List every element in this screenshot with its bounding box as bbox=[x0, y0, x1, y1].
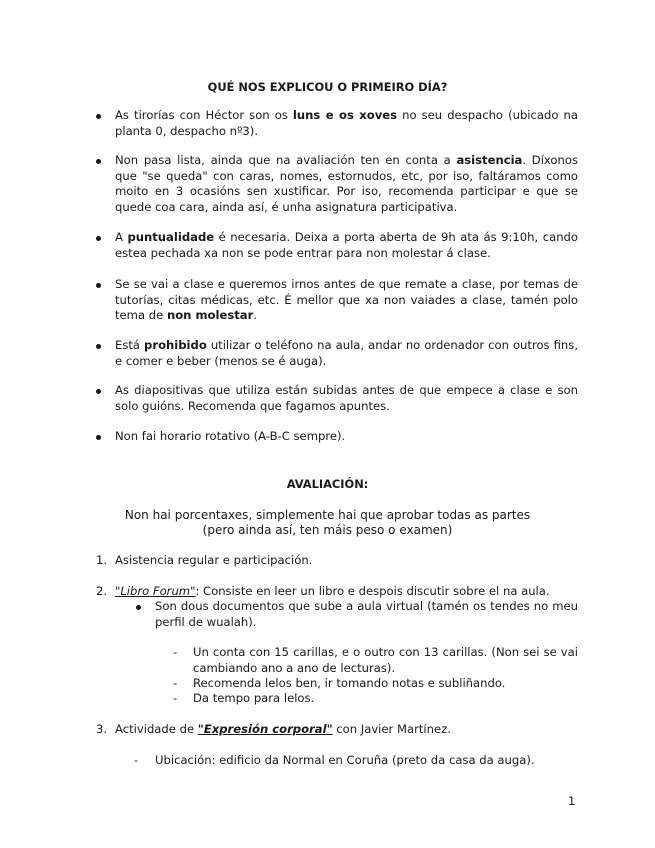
list-number: 3. bbox=[96, 722, 108, 736]
sub-item-documentos: Son dous documentos que sube a aula virtual (tamén os tendes no meu perfil de wualah). bbox=[155, 599, 578, 629]
bullet-text: utilizar o teléfono na aula, andar no ordenador con outros fins, e comer e beber (menos se é auga). bbox=[115, 338, 578, 368]
bullet-text: . Díxonos que "se queda" con caras, nomes, estornudos, etc, por iso, faltáramos como moito en 3 ocasións sen xustificar. Por iso, recomenda participar e que se quede coa cara, ainda así, é unha asignatura participativa. bbox=[115, 153, 578, 214]
list-number: 1. bbox=[96, 553, 108, 567]
libro-forum-title: "Libro Forum" bbox=[115, 584, 196, 598]
bullet-bold-text: puntualidade bbox=[127, 230, 215, 244]
bullet-item-horario bbox=[115, 429, 578, 445]
bullet-bold-text: prohibido bbox=[144, 338, 207, 352]
bullet-text: Non pasa lista, ainda que na avaliación ten en conta a bbox=[115, 153, 457, 167]
dash-item-tempo: Da tempo para lelos. bbox=[193, 691, 315, 705]
list-number: 2. bbox=[96, 584, 108, 598]
dash-marker: - bbox=[134, 753, 139, 767]
avaliacion-subheading-line2: (pero ainda así, ten máis peso o examen) bbox=[202, 523, 453, 537]
dash-item-carillas: Un conta con 15 carillas, e o outro con 13 carillas. (Non sei se vai cambiando ano a ano de lecturas). bbox=[193, 645, 578, 675]
sub-bullet-dot bbox=[136, 605, 141, 610]
bullet-bold-text: non molestar bbox=[166, 308, 254, 322]
numbered-item-asistencia: Asistencia regular e participación. bbox=[115, 553, 313, 567]
bullet-text: Non fai horario rotativo (A-B-C sempre). bbox=[115, 429, 346, 443]
avaliacion-subheading-line1: Non hai porcentaxes, simplemente hai que aprobar todas as partes bbox=[124, 508, 531, 522]
dash-item-recomenda: Recomenda lelos ben, ir tomando notas e subliñando. bbox=[193, 676, 506, 690]
dash-marker: - bbox=[173, 691, 178, 705]
bullet-bold-text: luns e os xoves bbox=[292, 108, 398, 122]
bullet-text: Se se vai a clase e queremos irnos antes de que remate a clase, por temas de tutorías, citas médicas, etc. É mellor que xa non vaiades a clase, tamén polo tema de bbox=[115, 277, 578, 322]
dash-marker: - bbox=[173, 676, 178, 690]
section-heading-avaliacion: AVALIACIÓN: bbox=[286, 477, 369, 491]
bullet-dot bbox=[96, 236, 101, 241]
numbered-item-text: : Consiste en leer un libro e despois discutir sobre el na aula. bbox=[195, 584, 550, 598]
bullet-item-prohibido bbox=[115, 338, 578, 369]
numbered-item-text: con Javier Martínez. bbox=[332, 722, 451, 736]
page-number: 1 bbox=[568, 794, 576, 808]
bullet-text: As diapositivas que utiliza están subidas antes de que empece a clase e son solo guións. Recomenda que fagamos apuntes. bbox=[115, 383, 578, 413]
expresion-corporal-title: "Expresión corporal" bbox=[197, 722, 333, 736]
bullet-text: no seu despacho (ubicado na planta 0, despacho nº3). bbox=[115, 108, 578, 138]
bullet-item-diapositivas bbox=[115, 383, 578, 414]
dash-item-ubicacion: Ubicación: edificio da Normal en Coruña (preto da casa da auga). bbox=[155, 753, 535, 767]
bullet-text: As tirorías con Héctor son os bbox=[115, 108, 293, 122]
bullet-dot bbox=[96, 114, 101, 119]
bullet-dot bbox=[96, 389, 101, 394]
bullet-item-tutorias bbox=[115, 108, 578, 139]
bullet-text: A bbox=[115, 230, 128, 244]
numbered-item-text: Actividade de bbox=[115, 722, 198, 736]
bullet-item-asistencia bbox=[115, 153, 578, 215]
dash-marker: - bbox=[173, 645, 178, 659]
bullet-dot bbox=[96, 283, 101, 288]
section-heading-first-day: QUÉ NOS EXPLICOU O PRIMEIRO DÍA? bbox=[207, 80, 448, 94]
bullet-dot bbox=[96, 435, 101, 440]
bullet-text: Está bbox=[115, 338, 145, 352]
bullet-bold-text: asistencia bbox=[456, 153, 523, 167]
bullet-text: . bbox=[253, 308, 258, 322]
bullet-item-puntualidade bbox=[115, 230, 578, 261]
bullet-item-non-molestar bbox=[115, 277, 578, 324]
bullet-text: é necesaria. Deixa a porta aberta de 9h ata ás 9:10h, cando estea pechada xa non se pode entrar para non molestar á clase. bbox=[115, 230, 578, 260]
numbered-item-expresion-corporal bbox=[115, 722, 578, 738]
bullet-dot bbox=[96, 159, 101, 164]
bullet-dot bbox=[96, 344, 101, 349]
numbered-item-libro-forum bbox=[115, 584, 578, 600]
